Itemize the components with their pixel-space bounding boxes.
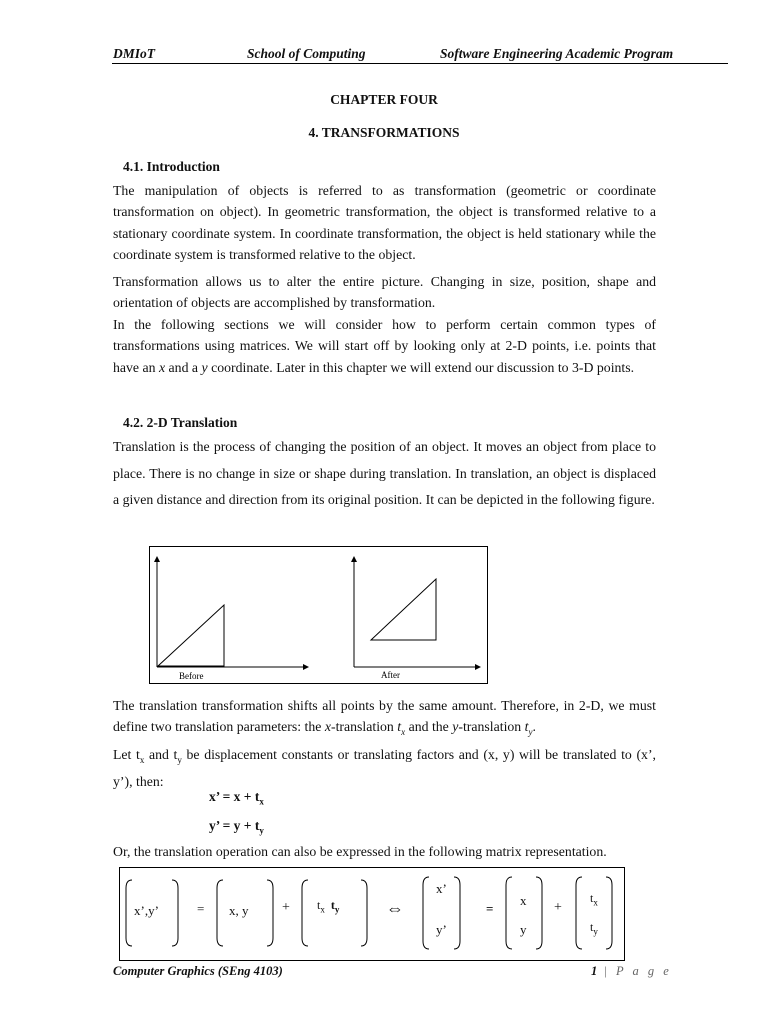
header-school: School of Computing bbox=[247, 46, 366, 61]
translation-figure-drawing bbox=[150, 547, 487, 683]
footer-page: 1 | P a g e bbox=[591, 964, 672, 978]
header-institution: DMIoT bbox=[113, 46, 156, 61]
matrix-col1-bottom: y’ bbox=[436, 922, 447, 937]
matrix-equivalence: ⇔ bbox=[386, 898, 404, 918]
matrix-equals-1: = bbox=[197, 901, 205, 916]
matrix-brackets bbox=[120, 868, 624, 960]
matrix-col3-bottom: $t_y$ bbox=[590, 920, 598, 937]
matrix-representation bbox=[119, 867, 625, 961]
equation-x: x’ = $x + t_x$ bbox=[209, 789, 264, 807]
translation-paragraph-4: Or, the translation operation can also be expressed in the following matrix representation. bbox=[113, 844, 607, 859]
matrix-row-t: $t_x$ $t_y$ bbox=[317, 898, 340, 915]
footer-course: Computer Graphics (SEng 4103) bbox=[113, 964, 283, 978]
translation-paragraph-3: Let $t_x$ and $t_y$ be displacement constants or translating factors and (x, y) will be translated to (x’, y’), then: bbox=[113, 747, 656, 790]
before-triangle bbox=[158, 605, 224, 666]
header-divider bbox=[112, 63, 728, 64]
matrix-col1-top: x’ bbox=[436, 881, 447, 896]
chapter-title: CHAPTER FOUR bbox=[330, 92, 438, 107]
translation-paragraph-2: The translation transformation shifts all points by the same amount. Therefore, in 2-D, we must define two translation parameters: the x-translation $t_x$ and the y-translation $t_y$. bbox=[113, 698, 656, 738]
intro-paragraph-2: Transformation allows us to alter the entire picture. Changing in size, position, shape and orientation of objects are accomplished by transformation. bbox=[113, 274, 656, 311]
matrix-plus-2: + bbox=[554, 900, 562, 915]
intro-paragraph-3: In the following sections we will consider how to perform certain common types of transformations using matrices. We will start off by looking only at 2-D points, i.e. points that have an x and a y coordinate. Later in this chapter we will extend our discussion to 3-D points. bbox=[113, 317, 656, 375]
equation-y: y’ = $y + t_y$ bbox=[209, 818, 264, 836]
intro-paragraph-1: The manipulation of objects is referred to as transformation (geometric or coordinate transformation on object). In geometric transformation, the object is transformed relative to a stationary coordinate system. In coordinate transformation, the object is held stationary while the coordinate system is transformed relative to the object. bbox=[113, 183, 656, 262]
after-triangle bbox=[371, 579, 436, 640]
matrix-row-xy: x, y bbox=[229, 903, 249, 918]
matrix-lhs: x’,y’ bbox=[134, 903, 159, 918]
before-label: Before bbox=[179, 671, 204, 681]
matrix-equals-2: = bbox=[486, 901, 494, 916]
translation-figure bbox=[149, 546, 488, 684]
translation-paragraph-1: Translation is the process of changing the position of an object. It moves an object from place to place. There is no change in size or shape during translation. In translation, an object is displaced a given distance and direction from its original position. It can be depicted in the following figure. bbox=[113, 439, 656, 507]
matrix-col2-bottom: y bbox=[520, 922, 527, 937]
section-heading-introduction: 4.1. Introduction bbox=[123, 159, 220, 174]
after-label: After bbox=[381, 670, 400, 680]
matrix-col2-top: x bbox=[520, 893, 527, 908]
matrix-col3-top: $t_x$ bbox=[590, 891, 598, 908]
header-program: Software Engineering Academic Program bbox=[440, 46, 674, 61]
chapter-heading: 4. TRANSFORMATIONS bbox=[308, 125, 460, 140]
matrix-plus-1: + bbox=[282, 900, 290, 915]
section-heading-translation: 4.2. 2-D Translation bbox=[123, 415, 238, 430]
